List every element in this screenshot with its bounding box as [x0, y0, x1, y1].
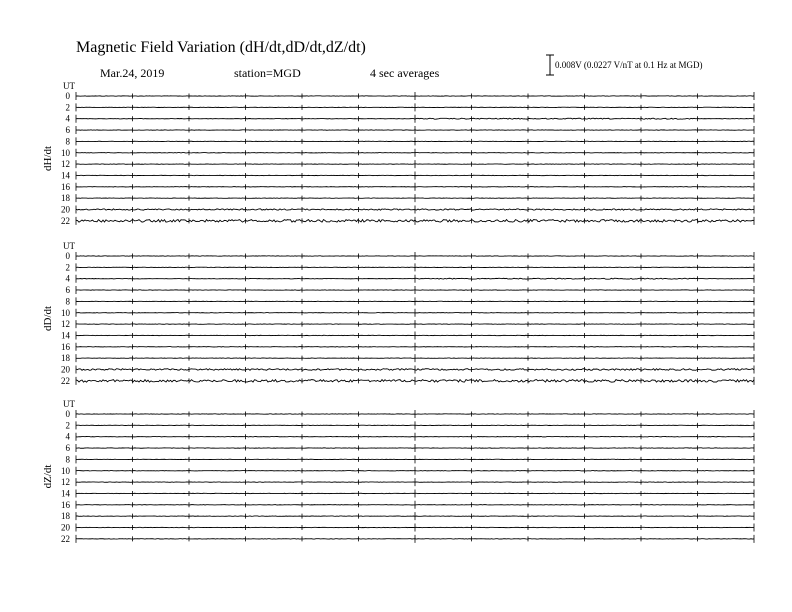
hour-tick-label: 4	[65, 113, 70, 124]
hour-tick-label: 22	[61, 533, 70, 544]
hour-tick-label: 8	[65, 136, 70, 147]
panel-dZ-dt	[42, 399, 754, 544]
scale-bar-label: 0.008V (0.0227 V/nT at 0.1 Hz at MGD)	[555, 60, 703, 70]
hour-tick-label: 16	[61, 341, 70, 352]
chart-title: Magnetic Field Variation (dH/dt,dD/dt,dZ/dt)	[76, 39, 366, 56]
ut-label: UT	[63, 81, 75, 91]
hour-tick-label: 12	[61, 159, 70, 170]
station-label: station=MGD	[234, 66, 301, 80]
hour-tick-label: 18	[61, 353, 70, 364]
hour-tick-label: 20	[61, 204, 70, 215]
hour-tick-label: 10	[61, 465, 70, 476]
hour-tick-label: 14	[61, 330, 70, 341]
component-label: dZ/dt	[42, 464, 54, 489]
hour-tick-label: 10	[61, 307, 70, 318]
hour-tick-label: 22	[61, 215, 70, 226]
hour-tick-label: 14	[61, 170, 70, 181]
ut-label: UT	[63, 241, 75, 251]
hour-tick-label: 2	[65, 420, 70, 431]
hour-tick-label: 12	[61, 477, 70, 488]
hour-tick-label: 22	[61, 375, 70, 386]
hour-tick-label: 8	[65, 454, 70, 465]
hour-tick-label: 14	[61, 488, 70, 499]
hour-tick-label: 16	[61, 499, 70, 510]
panel-dH-dt	[42, 81, 754, 226]
hour-tick-label: 10	[61, 147, 70, 158]
hour-tick-label: 8	[65, 296, 70, 307]
component-label: dH/dt	[42, 145, 54, 171]
averaging-label: 4 sec averages	[370, 66, 440, 80]
scale-bar	[546, 55, 554, 75]
hour-tick-label: 0	[65, 409, 70, 419]
hour-tick-label: 12	[61, 319, 70, 330]
hour-tick-label: 16	[61, 181, 70, 192]
hour-tick-label: 6	[65, 443, 70, 454]
hour-tick-label: 18	[61, 193, 70, 204]
hour-tick-label: 6	[65, 285, 70, 296]
hour-tick-label: 0	[65, 91, 70, 101]
hour-tick-label: 4	[65, 273, 70, 284]
hour-tick-label: 2	[65, 262, 70, 273]
date-label: Mar.24, 2019	[100, 66, 165, 80]
hour-tick-label: 18	[61, 511, 70, 522]
hour-tick-label: 0	[65, 251, 70, 261]
hour-tick-label: 6	[65, 125, 70, 136]
ut-label: UT	[63, 399, 75, 409]
hour-tick-label: 20	[61, 522, 70, 533]
hour-tick-label: 4	[65, 431, 70, 442]
hour-tick-label: 20	[61, 364, 70, 375]
component-label: dD/dt	[42, 305, 54, 331]
panel-dD-dt	[42, 241, 754, 386]
hour-tick-label: 2	[65, 102, 70, 113]
